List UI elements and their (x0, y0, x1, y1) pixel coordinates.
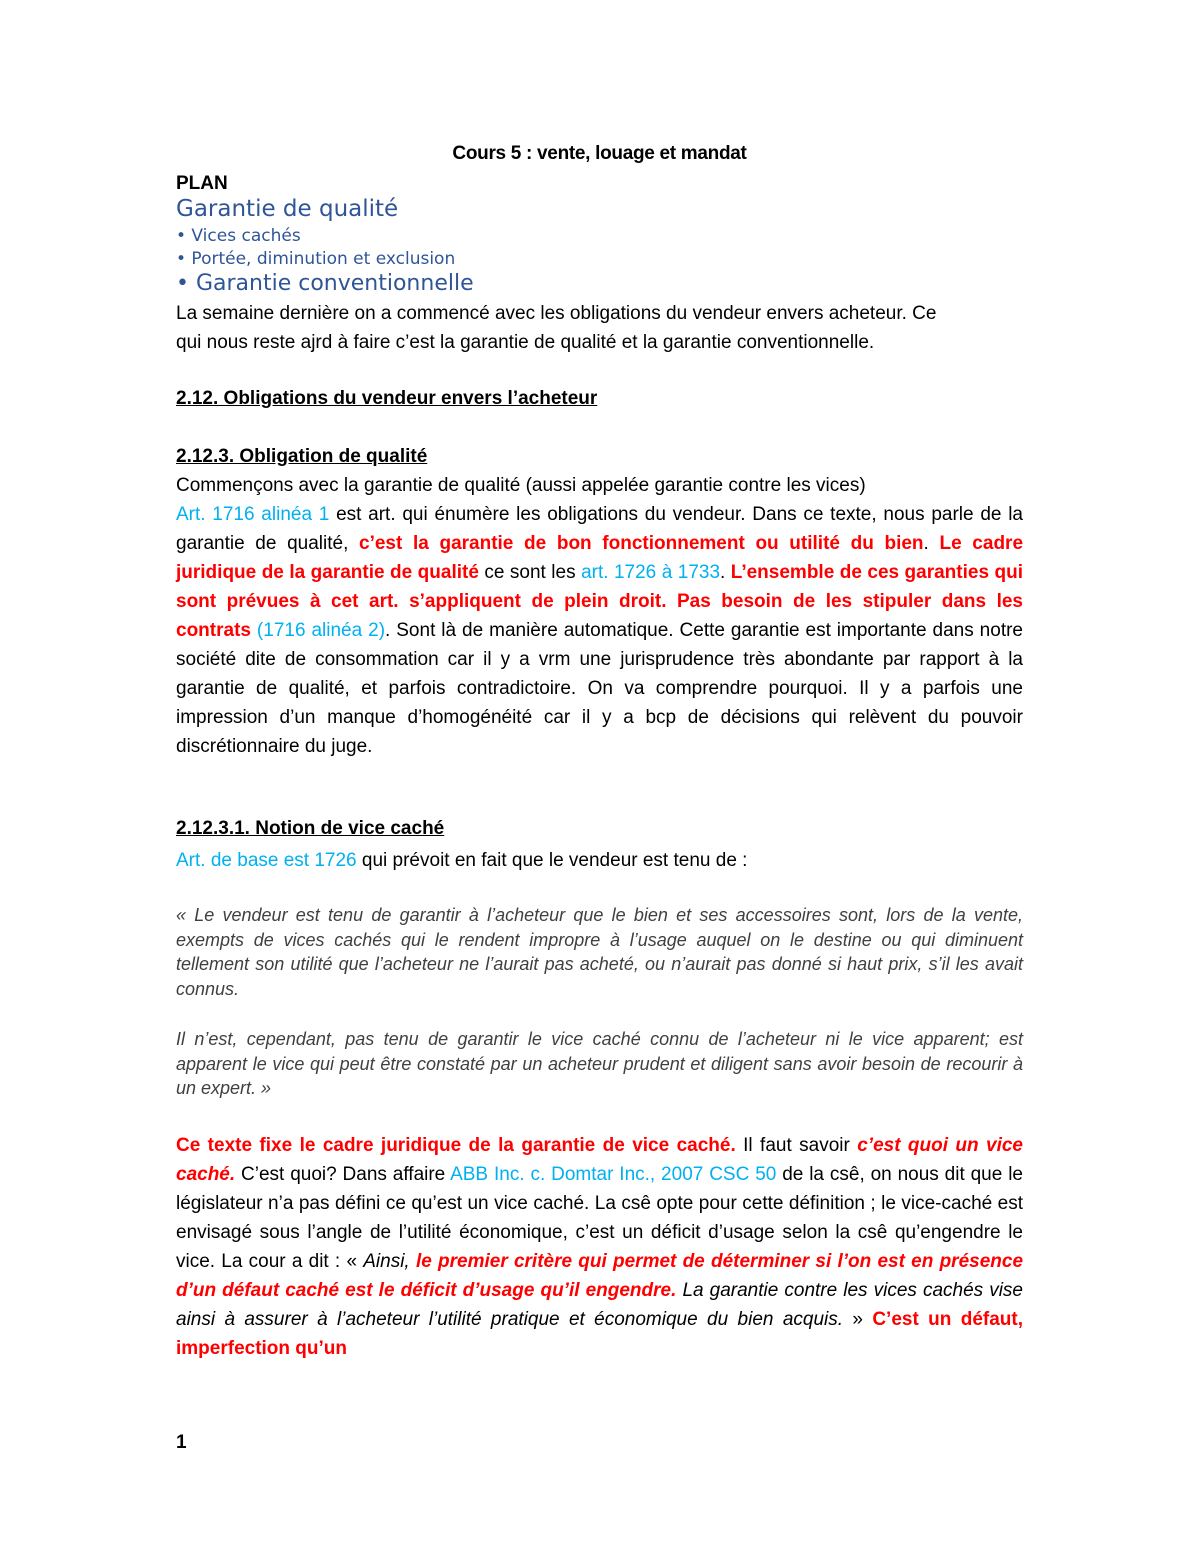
highlight-defaut: C’est un défaut, imperfection qu’un (176, 1309, 1024, 1359)
vice-cache-paragraph: Ce texte fixe le cadre juridique de la garantie de vice caché. Il faut savoir c’est quoi un vice caché. C’est quoi? Dans affaire ABB Inc. c. Domtar Inc., 2007 CSC 50 de la csê, on nous dit que le législateur n’a pas défini ce qu’est un vice caché. La csê opte pour cette définition ; le vice-caché est envisagé sous l’angle de l’utilité économique, c’est un déficit d’usage selon la csê qu’engendre le vice. La cour a dit : « Ainsi, le premier critère qui permet de déterminer si l’on est en présence d’un défaut caché est le déficit d’usage qu’il engendre. La garantie contre les vices cachés vise ainsi à assurer à l’acheteur l’utilité pratique et économique du bien acquis. » C’est un défaut, imperfection qu’un (176, 1135, 1024, 1359)
highlight-question: c’est quoi un vice caché. (176, 1135, 1024, 1185)
section-heading-vice-cache: 2.12.3.1. Notion de vice caché (176, 818, 445, 839)
section-heading-obligations: 2.12. Obligations du vendeur envers l’acheteur (176, 388, 598, 409)
intro-line-2: qui nous reste ajrd à faire c’est la garantie de qualité et la garantie conventionnelle. (176, 332, 875, 353)
highlight-critere: le premier critère qui permet de déterminer si l’on est en présence d’un défaut caché est le déficit d’usage qu’il engendre. (176, 1251, 1024, 1301)
ref-art-1726-1733: art. 1726 à 1733 (581, 562, 721, 583)
page-number: 1 (176, 1432, 187, 1453)
ref-1716-alinea-2: (1716 alinéa 2) (256, 620, 386, 641)
highlight-cadre: Le cadre juridique de la garantie de qualité (176, 533, 1024, 583)
document-title: Cours 5 : vente, louage et mandat (452, 143, 747, 164)
plan-label: PLAN (176, 173, 228, 194)
art-1726-line: Art. de base est 1726 qui prévoit en fait que le vendeur est tenu de : (176, 850, 748, 871)
section-heading-qualite: 2.12.3. Obligation de qualité (176, 446, 428, 467)
quote-paragraph-2: Il n’est, cependant, pas tenu de garantir le vice caché connu de l’acheteur ni le vice apparent; est apparent le vice qui peut être constaté par un acheteur prudent et diligent sans avoir besoin de recourir à un expert. » (176, 1029, 1023, 1098)
garantie-intro-line: Commençons avec la garantie de qualité (aussi appelée garantie contre les vices) (176, 475, 866, 496)
highlight-plein-droit: L’ensemble de ces garanties qui sont prévues à cet art. s’appliquent de plein droit. Pas besoin de les stipuler dans les contrats (176, 562, 1023, 641)
intro-line-1: La semaine dernière on a commencé avec les obligations du vendeur envers acheteur. Ce (176, 303, 937, 324)
quote-paragraph-1: « Le vendeur est tenu de garantir à l’acheteur que le bien et ses accessoires sont, lors de la vente, exempts de vices cachés qui le rendent impropre à l’usage auquel on le destine ou qui diminuent tellement son utilité que l’acheteur ne l’aurait pas acheté, ou n’aurait pas donné si haut prix, s’il les avait connus. (176, 905, 1023, 999)
case-reference: ABB Inc. c. Domtar Inc., 2007 CSC 50 (450, 1164, 777, 1185)
plan-heading: Garantie de qualité (176, 196, 399, 222)
garantie-paragraph: Art. 1716 alinéa 1 est art. qui énumère les obligations du vendeur. Dans ce texte, nous parle de la garantie de qualité, c’est la garantie de bon fonctionnement ou utilité du bien. Le cadre juridique de la garantie de qualité ce sont les art. 1726 à 1733. L’ensemble de ces garanties qui sont prévues à cet art. s’appliquent de plein droit. Pas besoin de les stipuler dans les contrats (1716 alinéa 2). Sont là de manière automatique. Cette garantie est importante dans notre société dite de consommation car il y a vrm une jurisprudence très abondante par rapport à la garantie de qualité, et parfois contradictoire. On va comprendre pourquoi. Il y a parfois une impression d’un manque d’homogénéité car il y a bcp de décisions qui relèvent du pouvoir discrétionnaire du juge. (176, 504, 1024, 757)
plan-item-portee: • Portée, diminution et exclusion (176, 249, 456, 269)
intro-paragraph (176, 299, 1023, 357)
highlight-cadre-vice: Ce texte fixe le cadre juridique de la garantie de vice caché. (176, 1135, 736, 1156)
plan-item-vices-caches: • Vices cachés (176, 226, 301, 246)
highlight-definition: c’est la garantie de bon fonctionnement ou utilité du bien (359, 533, 924, 554)
plan-item-garantie-conventionnelle: • Garantie conventionnelle (176, 271, 474, 296)
ref-art-1716: Art. 1716 alinéa 1 (176, 504, 330, 525)
ref-art-1726: Art. de base est 1726 (176, 850, 357, 871)
